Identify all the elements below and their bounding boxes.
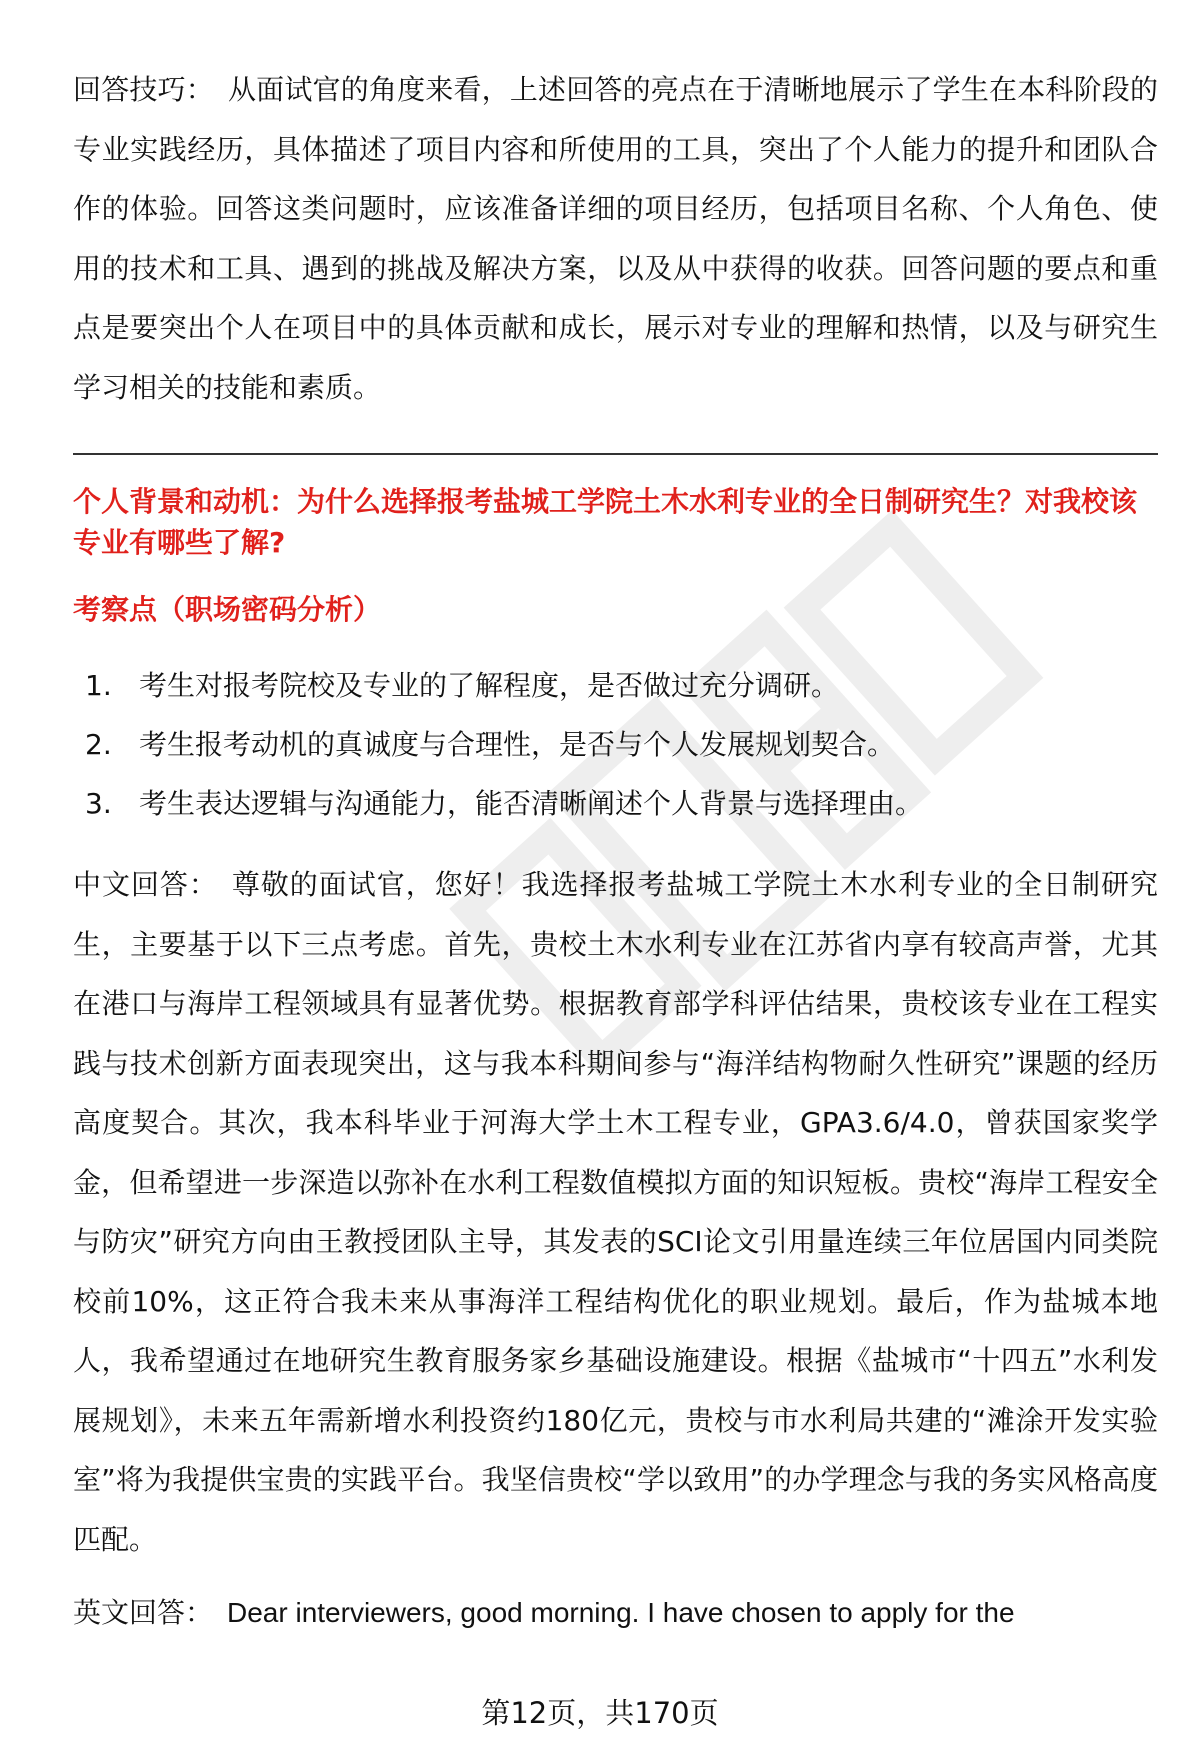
page-content xyxy=(73,60,1158,1643)
list-item-number: 1. xyxy=(85,669,112,702)
list-item-text: 考生表达逻辑与沟通能力，能否清晰阐述个人背景与选择理由。 xyxy=(139,787,924,820)
list-item xyxy=(73,774,1158,833)
list-item xyxy=(73,656,1158,715)
list-item-number: 2. xyxy=(85,728,112,761)
assessment-points-heading: 考察点（职场密码分析） xyxy=(73,593,382,626)
list-item-number: 3. xyxy=(85,787,112,820)
page-number-footer: 第12页，共170页 xyxy=(481,1696,719,1730)
chinese-answer-text: 尊敬的面试官，您好！我选择报考盐城工学院土木水利专业的全日制研究生，主要基于以下三点考虑。首先，贵校土木水利专业在江苏省内享有较高声誉，尤其在港口与海岸工程领域具有显著优势。根据教育部学科评估结果，贵校该专业在工程实践与技术创新方面表现突出，这与我本科期间参与“海洋结构物耐久性研究”课题的经历高度契合。其次，我本科毕业于河海大学土木工程专业，GPA3.6/4.0，曾获国家奖学金，但希望进一步深造以弥补在水利工程数值模拟方面的知识短板。贵校“海岸工程安全与防灾”研究方向由王教授团队主导，其发表的SCI论文引用量连续三年位居国内同类院校前10%，这正符合我未来从事海洋工程结构优化的职业规划。最后，作为盐城本地人，我希望通过在地研究生教育服务家乡基础设施建设。根据《盐城市“十四五”水利发展规划》，未来五年需新增水利投资约180亿元，贵校与市水利局共建的“滩涂开发实验室”将为我提供宝贵的实践平台。我坚信贵校“学以致用”的办学理念与我的务实风格高度匹配。 xyxy=(73,868,1158,1556)
answer-tips-text: 从面试官的角度来看，上述回答的亮点在于清晰地展示了学生在本科阶段的专业实践经历，具体描述了项目内容和所使用的工具，突出了个人能力的提升和团队合作的体验。回答这类问题时，应该准备详细的项目经历，包括项目名称、个人角色、使用的技术和工具、遇到的挑战及解决方案，以及从中获得的收获。回答问题的要点和重点是要突出个人在项目中的具体贡献和成长，展示对专业的理解和热情，以及与研究生学习相关的技能和素质。 xyxy=(73,73,1158,404)
english-answer-text: Dear interviewers, good morning. I have chosen to apply for the xyxy=(227,1597,1015,1628)
english-answer-paragraph xyxy=(73,1583,1158,1643)
list-item xyxy=(73,715,1158,774)
answer-tips-label: 回答技巧： xyxy=(73,73,214,106)
chinese-answer-label: 中文回答： xyxy=(73,868,218,901)
english-answer-label: 英文回答： xyxy=(73,1596,214,1629)
answer-tips-paragraph xyxy=(73,60,1158,417)
list-item-text: 考生报考动机的真诚度与合理性，是否与个人发展规划契合。 xyxy=(139,728,896,761)
chinese-answer-paragraph xyxy=(73,855,1158,1569)
assessment-points-list xyxy=(73,656,1158,833)
section-divider xyxy=(73,453,1158,455)
question-heading: 个人背景和动机：为什么选择报考盐城工学院土木水利专业的全日制研究生？对我校该专业有哪些了解? xyxy=(73,485,1138,559)
list-item-text: 考生对报考院校及专业的了解程度，是否做过充分调研。 xyxy=(139,669,840,702)
